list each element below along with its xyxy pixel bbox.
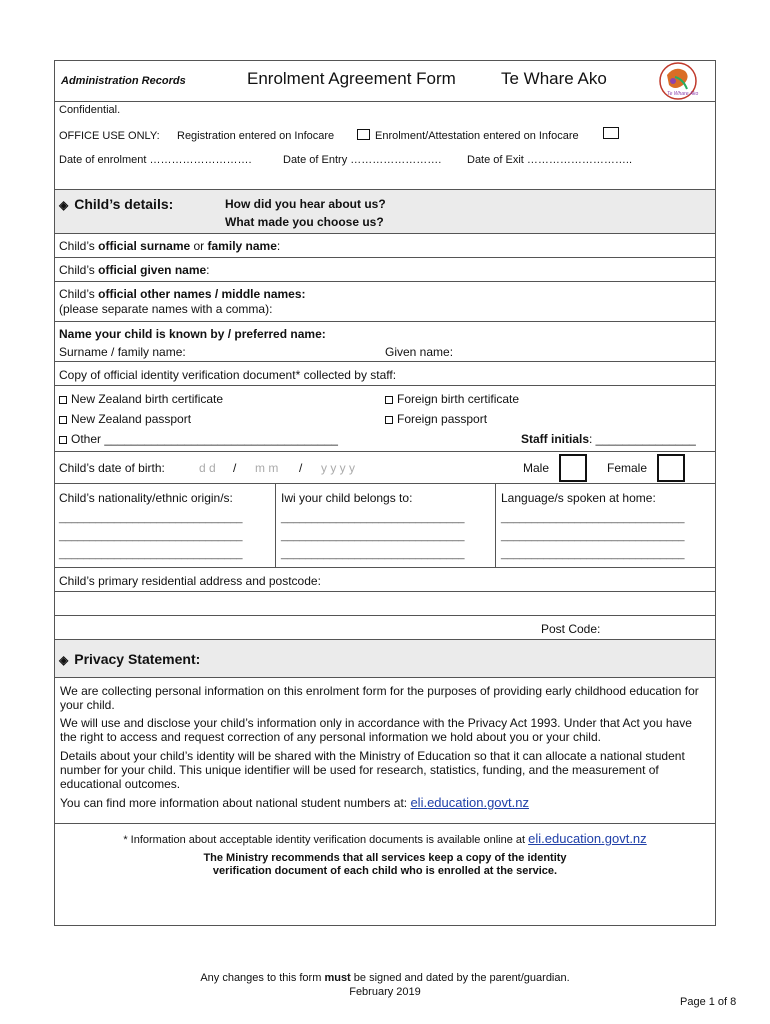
postcode-label: Post Code:: [541, 622, 601, 636]
staff-initials-field[interactable]: Staff initials: _______________: [521, 432, 696, 446]
dob-row: [55, 451, 715, 483]
confidential-label: Confidential.: [59, 104, 121, 116]
other-id-checkbox[interactable]: [59, 436, 67, 444]
privacy-heading: ◈ Privacy Statement:: [59, 651, 201, 667]
language-line-2[interactable]: ______________________________: [501, 530, 685, 542]
other-id-option[interactable]: Other ___________________________________: [59, 432, 338, 446]
office-use-block: [55, 101, 715, 189]
surname-label: Child’s official surname or family name:: [59, 239, 281, 253]
nsn-info-link[interactable]: eli.education.govt.nz: [410, 795, 529, 810]
reg-entered-label: Registration entered on Infocare: [177, 130, 335, 142]
hear-about-question: How did you hear about us?: [225, 197, 386, 211]
privacy-paragraph-1: We are collecting personal information on this enrolment form for the purposes of providing early childhood education for your child.: [60, 684, 699, 712]
dob-separator-2: /: [299, 461, 303, 475]
nz-passport-checkbox[interactable]: [59, 416, 67, 424]
privacy-header: [55, 639, 715, 677]
preferred-name-row[interactable]: [55, 321, 715, 361]
dob-label: Child’s date of birth:: [59, 461, 165, 475]
language-line-3[interactable]: ______________________________: [501, 548, 685, 560]
preferred-surname-label: Surname / family name:: [59, 345, 186, 359]
diamond-icon: ◈: [59, 653, 69, 667]
dob-month-input[interactable]: m m: [255, 461, 279, 475]
id-copy-label: Copy of official identity verification document* collected by staff:: [59, 368, 397, 382]
iwi-line-1[interactable]: ______________________________: [281, 512, 465, 524]
org-logo: [653, 61, 703, 103]
changes-note: Any changes to this form must be signed and dated by the parent/guardian.: [200, 972, 570, 984]
enrol-entered-checkbox[interactable]: [603, 127, 619, 139]
privacy-paragraph-2: We will use and disclose your child’s information only in accordance with the Privacy Act 1993. Under that Act you have the right to access and request correction of any personal information we hold about you or your child.: [60, 716, 692, 744]
diamond-icon: ◈: [59, 198, 69, 212]
privacy-body: [55, 677, 715, 823]
id-copy-row: [55, 361, 715, 385]
nationality-line-2[interactable]: ______________________________: [59, 530, 243, 542]
address-label-row: [55, 567, 715, 591]
enrol-entered-label: Enrolment/Attestation entered on Infocare: [375, 130, 579, 142]
other-names-label: Child’s official other names / middle names:: [59, 287, 306, 301]
origin-divider-1: [275, 484, 276, 568]
iwi-label: Iwi your child belongs to:: [281, 491, 413, 505]
recommendation-line-1: The Ministry recommends that all services keep a copy of the identity: [203, 852, 567, 864]
foreign-passport-checkbox[interactable]: [385, 416, 393, 424]
nz-birth-cert-option[interactable]: New Zealand birth certificate: [59, 392, 223, 406]
origin-block: [55, 483, 715, 567]
org-name: Te Whare Ako: [501, 69, 607, 88]
footer-date: February 2019: [349, 986, 421, 998]
id-docs-note: * Information about acceptable identity verification documents is available online at eli.education.govt.nz: [123, 831, 647, 846]
nationality-line-3[interactable]: ______________________________: [59, 548, 243, 560]
office-use-label: OFFICE USE ONLY:: [59, 130, 160, 142]
iwi-line-2[interactable]: ______________________________: [281, 530, 465, 542]
child-details-header: [55, 189, 715, 233]
address-line-row[interactable]: [55, 591, 715, 615]
foreign-birth-cert-option[interactable]: Foreign birth certificate: [385, 392, 519, 406]
privacy-paragraph-3: Details about your child’s identity will be shared with the Ministry of Education so that it can allocate a national student number for your child. This unique identifier will be used for research, statistics, funding, and the measurement of educational outcomes.: [60, 749, 685, 791]
dob-year-input[interactable]: y y y y: [321, 461, 356, 475]
preferred-name-label: Name your child is known by / preferred name:: [59, 327, 326, 341]
nationality-line-1[interactable]: ______________________________: [59, 512, 243, 524]
reg-entered-checkbox[interactable]: [357, 129, 370, 140]
privacy-paragraph-4: You can find more information about national student numbers at: eli.education.govt.nz: [60, 795, 529, 810]
form-frame: [54, 60, 716, 926]
foreign-passport-option[interactable]: Foreign passport: [385, 412, 487, 426]
nationality-label: Child’s nationality/ethnic origin/s:: [59, 491, 233, 505]
page-number: Page 1 of 8: [680, 996, 737, 1008]
dob-separator-1: /: [233, 461, 237, 475]
iwi-line-3[interactable]: ______________________________: [281, 548, 465, 560]
language-label: Language/s spoken at home:: [501, 491, 656, 505]
female-checkbox[interactable]: [657, 454, 685, 482]
id-options-block: [55, 385, 715, 451]
given-name-label: Child’s official given name:: [59, 263, 210, 277]
id-docs-link[interactable]: eli.education.govt.nz: [528, 831, 647, 846]
admin-records-label: Administration Records: [61, 75, 186, 87]
preferred-given-label: Given name:: [385, 345, 454, 359]
date-exit-field[interactable]: Date of Exit ………………………..: [467, 154, 633, 166]
date-enrolment-field[interactable]: Date of enrolment ……………………….: [59, 154, 252, 166]
male-checkbox[interactable]: [559, 454, 587, 482]
other-names-row[interactable]: [55, 281, 715, 321]
logo-text: Te Whare Ako: [667, 91, 699, 97]
language-line-1[interactable]: ______________________________: [501, 512, 685, 524]
date-entry-field[interactable]: Date of Entry …………………….: [283, 154, 442, 166]
postcode-row[interactable]: [55, 615, 715, 639]
nz-birth-checkbox[interactable]: [59, 396, 67, 404]
origin-divider-2: [495, 484, 496, 568]
form-title: Enrolment Agreement Form: [247, 69, 456, 88]
other-names-note: (please separate names with a comma):: [59, 302, 273, 316]
id-note-block: [55, 823, 715, 927]
surname-row[interactable]: [55, 233, 715, 257]
given-name-row[interactable]: [55, 257, 715, 281]
male-label: Male: [523, 461, 550, 475]
header-row: [55, 61, 715, 101]
foreign-birth-checkbox[interactable]: [385, 396, 393, 404]
address-label: Child’s primary residential address and postcode:: [59, 574, 321, 588]
dob-day-input[interactable]: d d: [199, 461, 216, 475]
child-details-heading: ◈ Child’s details:: [59, 196, 174, 212]
female-label: Female: [607, 461, 648, 475]
nz-passport-option[interactable]: New Zealand passport: [59, 412, 191, 426]
choose-us-question: What made you choose us?: [225, 215, 384, 229]
recommendation-line-2: verification document of each child who is enrolled at the service.: [212, 865, 558, 877]
